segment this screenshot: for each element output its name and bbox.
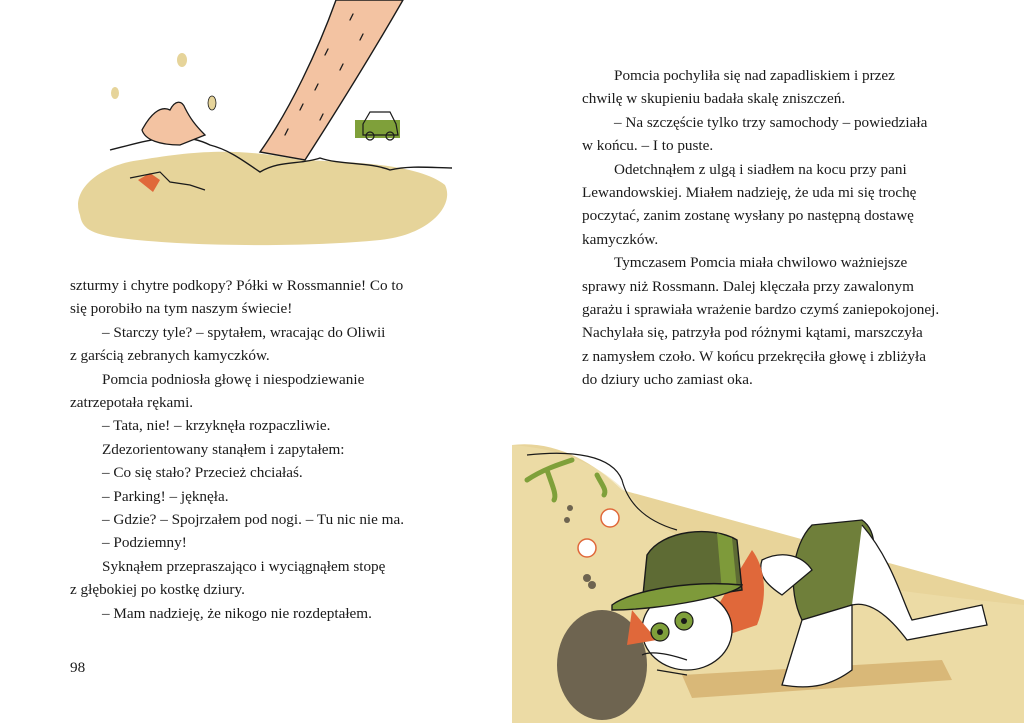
paragraph: Pomcia pochyliła się nad zapadliskiem i przez chwilę w skupieniu badała skalę zniszczeń. [582, 67, 895, 108]
left-page-text [70, 274, 450, 625]
paragraph: – Starczy tyle? – spytałem, wracając do Oliwii z garścią zebranych kamyczków. [70, 323, 386, 365]
paragraph: – Parking! – jęknęła. [102, 487, 229, 505]
paragraph: – Co się stało? Przecież chciałaś. [102, 464, 303, 482]
paragraph: Zdezorientowany stanąłem i zapytałem: [102, 440, 345, 458]
page-number: 98 [70, 659, 86, 676]
paragraph: – Podziemny! [102, 534, 187, 552]
paragraph: Pomcia podniosła głowę i niespodziewanie zatrzepotała rękami. [70, 370, 365, 412]
paragraph: – Mam nadzieję, że nikogo nie rozdeptałem. [102, 604, 372, 622]
paragraph: – Na szczęście tylko trzy samochody – powiedziała w końcu. – I to puste. [582, 113, 928, 155]
left-page [0, 0, 512, 723]
paragraph: szturmy i chytre podkopy? Półki w Rossmannie! Co to się porobiło na tym naszym świecie! [70, 277, 404, 318]
right-page [512, 0, 1024, 723]
paragraph: Tymczasem Pomcia miała chwilowo ważniejsze sprawy niż Rossmann. Dalej klęczała przy zawalonym garażu i sprawiała wrażenie bardzo czymś zaniepokojonej. Nachylała się, patrzyła pod różnymi kątami, marszczyła z namysłem czoło. W końcu przekręciła głowę i zbliżyła do dziury ucho zamiast oka. [582, 254, 940, 389]
girl-listening-to-hole-illustration [512, 430, 1024, 723]
paragraph: Odetchnąłem z ulgą i siadłem na kocu przy pani Lewandowskiej. Miałem nadzieję, że uda mi się trochę poczytać, zanim zostanę wysłany po następną dostawę kamyczków. [582, 160, 917, 248]
paragraph: Syknąłem przepraszająco i wyciągnąłem stopę z głębokiej po kostkę dziury. [70, 557, 386, 599]
paragraph: – Gdzie? – Spojrzałem pod nogi. – Tu nic nie ma. [102, 511, 405, 529]
leg-stomping-sand-illustration [60, 0, 460, 250]
right-page-text [582, 64, 982, 392]
paragraph: – Tata, nie! – krzyknęła rozpaczliwie. [102, 417, 331, 435]
